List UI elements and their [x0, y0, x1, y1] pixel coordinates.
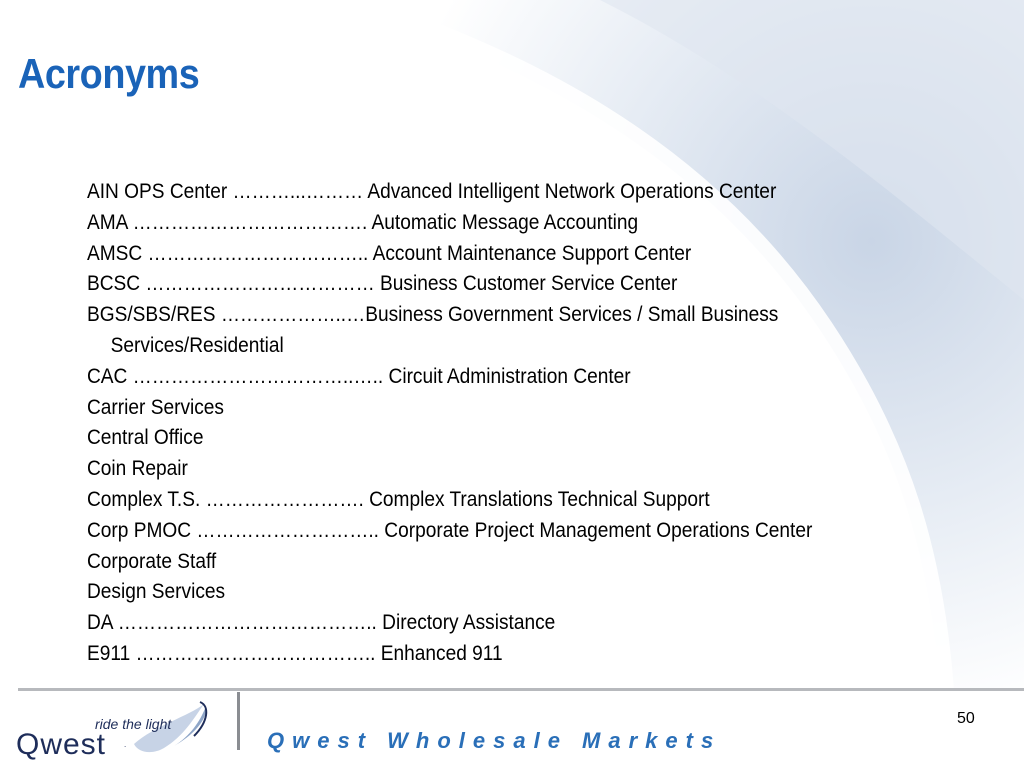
- logo-tagline: ride the light: [95, 716, 172, 732]
- list-item: DA ………………………………….. Directory Assistance: [87, 611, 556, 635]
- logo-trademark: .: [124, 740, 127, 749]
- list-item: CAC ……………………………..….. Circuit Administration Center: [87, 364, 631, 388]
- list-item: BCSC ……………………………… Business Customer Service Center: [87, 272, 678, 296]
- slide-title: Acronyms: [18, 50, 200, 97]
- company-name: Qwest Wholesale Markets: [267, 728, 722, 753]
- footer-divider: [18, 688, 1024, 691]
- list-item: BGS/SBS/RES ………………..…Business Government Services / Small Business: [87, 303, 779, 327]
- list-item: Design Services: [87, 580, 226, 604]
- list-item-continuation: [87, 331, 888, 362]
- list-item: Corp PMOC ……………………….. Corporate Project Management Operations Center: [87, 518, 813, 542]
- list-item: Carrier Services: [87, 395, 224, 419]
- list-item: Corporate Staff: [87, 549, 217, 573]
- acronym-list: [87, 177, 967, 670]
- list-item: AMA ………………………………. Automatic Message Accounting: [87, 210, 639, 234]
- footer-vertical-divider: [237, 692, 240, 750]
- list-item: AMSC …………………………….. Account Maintenance Support Center: [87, 241, 692, 265]
- list-item: Coin Repair: [87, 457, 188, 481]
- page-number: 50: [957, 710, 975, 727]
- list-item: E911 ……………………………….. Enhanced 911: [87, 641, 503, 665]
- logo-wordmark: Qwest: [16, 728, 107, 761]
- list-item: Central Office: [87, 426, 204, 450]
- list-item: Complex T.S. ……………………. Complex Translations Technical Support: [87, 487, 710, 511]
- list-item: AIN OPS Center ………...……… Advanced Intelligent Network Operations Center: [87, 180, 777, 203]
- list-item-continuation-text: Services/Residential: [110, 333, 284, 357]
